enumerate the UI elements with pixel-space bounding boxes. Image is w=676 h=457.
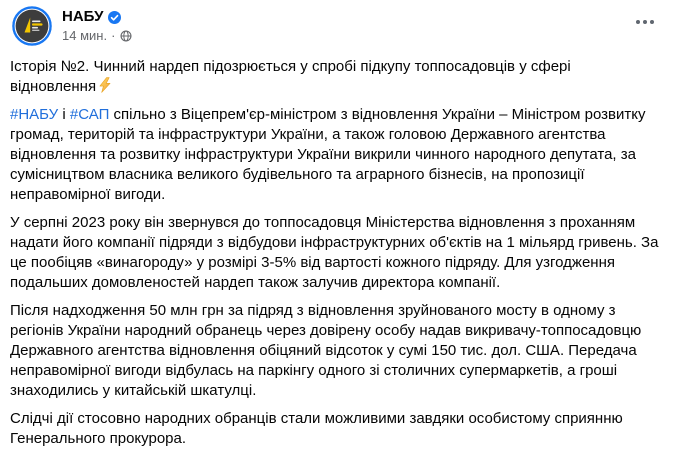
post-paragraph — [10, 105, 660, 205]
post-text: і — [58, 106, 70, 123]
hashtag-link[interactable]: #НАБУ — [10, 106, 59, 123]
post-text: спільно з Віцепрем'єр-міністром з відновлення України – Міністром розвитку громад, територій та інфраструктури України, а також головою Державного агентства відновлення та розвитку інфраструктури України викрили чинного народного депутата, за сумісництвом власника великого будівельного та аграрного бізнесів, на пропозиції неправомірної вигоди. — [10, 106, 646, 203]
post-paragraph — [10, 301, 660, 401]
post-body — [10, 57, 660, 449]
post-header — [10, 6, 660, 46]
header-info — [62, 8, 132, 44]
post-text: У серпні 2023 року він звернувся до топпосадовця Міністерства відновлення з проханням надати його компанії підряди з відбудови інфраструктурних об'єктів на 1 мільярд гривень. За це пообіцяв «винагороду» у розмірі 3-5% від вартості кожного підряду. Для узгодження подальших домовленостей нардеп також залучив директора компанії. — [10, 214, 659, 291]
timestamp[interactable]: 14 мин. — [62, 28, 108, 43]
post-text: Історія №2. Чинний нардеп підозрюється у спробі підкупу топпосадовців у сфері відновлення — [10, 58, 571, 95]
globe-public-icon — [120, 30, 132, 42]
post-text: Після надходження 50 млн грн за підряд з відновлення зруйнованого мосту в одному з регіонів України народний обранець через довірену особу надав викривачу-топпосадовцю Державного агентства відновлення обіцяний відсоток у сумі 150 тис. дол. США. Передача неправомірної вигоди відбулась на паркінгу одного зі столичних супермаркетів, а гроші знаходились у китайській шкатулці. — [10, 302, 642, 399]
post-text: Слідчі дії стосовно народних обранців стали можливими завдяки особистому сприянню Генерального прокурора. — [10, 410, 623, 447]
author-name[interactable]: НАБУ — [62, 8, 104, 25]
more-horizontal-icon — [636, 20, 640, 24]
more-options-button[interactable] — [634, 14, 656, 30]
verified-check-icon — [108, 11, 121, 24]
hashtag-link[interactable]: #САП — [69, 106, 110, 123]
post-paragraph — [10, 213, 660, 293]
post-meta — [62, 28, 132, 44]
avatar[interactable] — [12, 6, 52, 46]
post-paragraph — [10, 409, 660, 449]
meta-separator: · — [111, 28, 116, 43]
post-paragraph — [10, 57, 660, 97]
high-voltage-emoji-icon — [97, 77, 113, 93]
